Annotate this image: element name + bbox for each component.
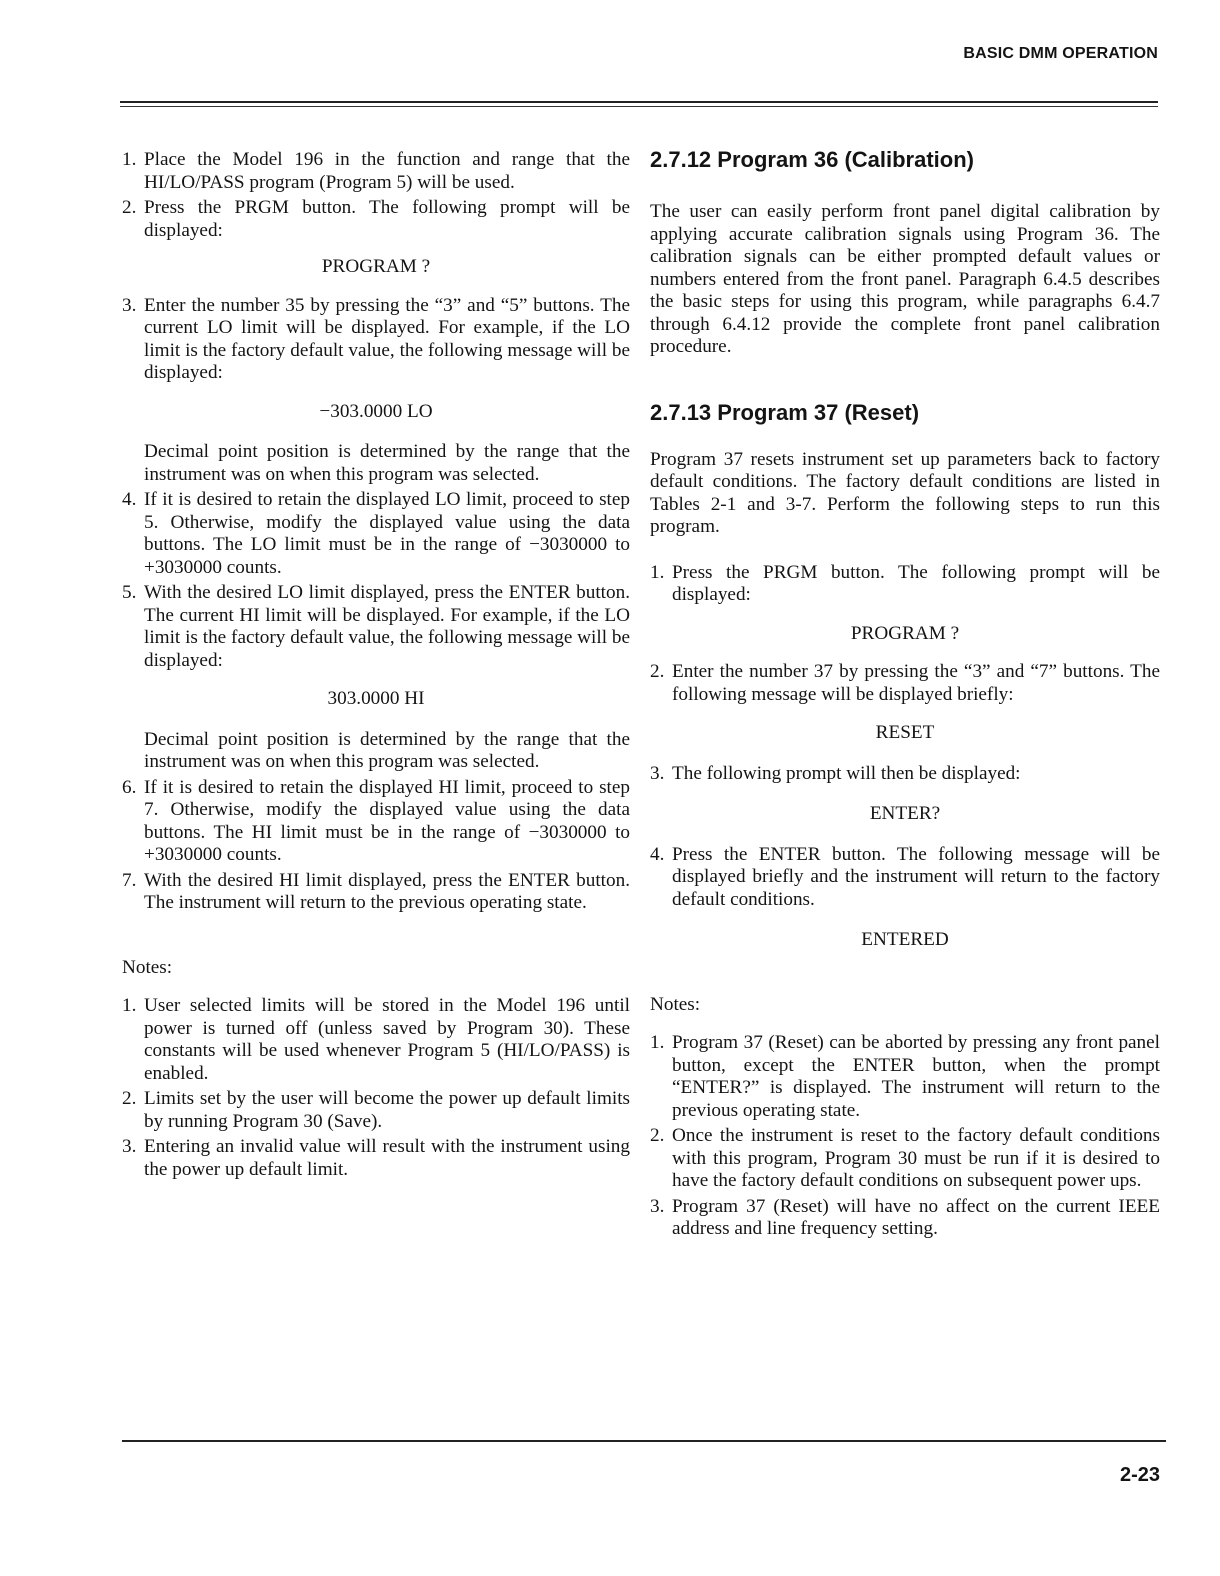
notes-label: Notes: — [122, 956, 173, 978]
list-item — [122, 1088, 630, 1133]
item-number: 2. — [650, 1125, 665, 1146]
item-number: 3. — [650, 1195, 665, 1217]
running-header: BASIC DMM OPERATION — [963, 45, 1158, 62]
item-text: Program 37 (Reset) will have no affect on the current IEEE address and line frequency setting. — [672, 1195, 1160, 1239]
notes-label: Notes: — [650, 993, 701, 1015]
right-steps-d — [650, 844, 1160, 912]
display-hi-limit: 303.0000 HI — [327, 688, 425, 709]
right-steps-a — [650, 562, 1160, 607]
list-item — [650, 562, 1160, 607]
item-text: The following prompt will then be displayed: — [672, 762, 1021, 784]
left-steps-c — [122, 489, 630, 672]
section-heading-program-37: 2.7.13 Program 37 (Reset) — [650, 399, 920, 425]
display-prompt-program: PROGRAM ? — [850, 622, 960, 644]
item-number: 2. — [122, 1088, 137, 1109]
list-item — [122, 149, 630, 194]
list-item — [650, 1125, 1160, 1193]
section-body-program-36: The user can easily perform front panel digital calibration by applying accurate calibration signals using Program 36. The calibration signals can be either prompted default values or numbers entered from the front panel. Paragraph 6.4.5 describes the basic steps for using this program, while paragraphs 6.4.7 through 6.4.12 provide the complete front panel calibration procedure. — [650, 201, 1160, 357]
item-number: 3. — [122, 294, 137, 316]
right-notes — [650, 1032, 1160, 1241]
item-text: Enter the number 35 by pressing the “3” and “5” buttons. The current LO limit will be displayed. For example, if the LO limit is the factory default value, the following message will be displayed: — [144, 294, 630, 383]
list-item — [122, 995, 630, 1085]
item-number: 3. — [650, 762, 665, 784]
list-item — [650, 844, 1160, 912]
item-text: Press the PRGM button. The following prompt will be displayed: — [672, 561, 1160, 605]
item-number: 1. — [650, 1032, 665, 1053]
display-lo-limit: −303.0000 LO — [319, 400, 433, 422]
item-text: Press the ENTER button. The following message will be displayed briefly and the instrument will return to the factory default conditions. — [672, 843, 1160, 910]
list-item — [122, 489, 630, 579]
item-number: 5. — [122, 582, 137, 603]
item-number: 7. — [122, 869, 137, 891]
right-steps-c — [650, 763, 1160, 786]
display-enter-prompt: ENTER? — [869, 803, 941, 824]
item-number: 1. — [122, 149, 137, 170]
list-item — [122, 1136, 630, 1181]
item-text: With the desired HI limit displayed, press the ENTER button. The instrument will return to the previous operating state. — [144, 869, 630, 913]
footer-rule — [122, 1440, 1166, 1442]
display-entered: ENTERED — [861, 929, 949, 950]
item-number: 4. — [650, 843, 665, 865]
section-heading-program-36: 2.7.12 Program 36 (Calibration) — [650, 147, 974, 172]
item-text: User selected limits will be stored in the Model 196 until power is turned off (unless saved by Program 30). These constants will be used whenever Program 5 (HI/LO/PASS) is enabled. — [144, 995, 630, 1084]
list-item — [122, 582, 630, 672]
list-item — [650, 661, 1160, 706]
decimal-note: Decimal point position is determined by the range that the instrument was on when this program was selected. — [144, 728, 630, 772]
item-text: Entering an invalid value will result with the instrument using the power up default limit. — [144, 1136, 630, 1180]
item-number: 1. — [122, 995, 137, 1016]
item-text: Enter the number 37 by pressing the “3” and “7” buttons. The following message will be displayed briefly: — [672, 661, 1160, 705]
item-text: With the desired LO limit displayed, press the ENTER button. The current HI limit will be displayed. For example, if the LO limit is the factory default value, the following message will be displayed: — [144, 582, 630, 671]
list-item — [122, 295, 630, 385]
item-text: Once the instrument is reset to the factory default conditions with this program, Program 30 must be run if it is desired to have the factory default conditions on subsequent power ups. — [672, 1125, 1160, 1191]
item-number: 3. — [122, 1136, 137, 1157]
left-column — [122, 149, 630, 1181]
list-item — [650, 1196, 1160, 1241]
list-item — [122, 870, 630, 915]
item-text: If it is desired to retain the displayed LO limit, proceed to step 5. Otherwise, modify the displayed value using the data buttons. The LO limit must be in the range of −3030000 to +3030000 counts. — [144, 489, 630, 578]
left-steps-d — [122, 777, 630, 915]
item-number: 4. — [122, 489, 137, 510]
right-steps-b — [650, 661, 1160, 706]
header-rule-top — [120, 101, 1158, 103]
page-number: 2-23 — [1119, 1464, 1160, 1486]
display-reset: RESET — [875, 722, 935, 743]
list-item — [122, 777, 630, 867]
item-text: Program 37 (Reset) can be aborted by pressing any front panel button, except the ENTER button, when the prompt “ENTER?” is displayed. The instrument will return to the previous operating state. — [672, 1032, 1160, 1121]
list-item — [650, 763, 1160, 786]
left-steps-a — [122, 149, 630, 242]
item-number: 6. — [122, 776, 137, 798]
display-prompt-program: PROGRAM ? — [321, 256, 431, 277]
item-number: 1. — [650, 561, 665, 583]
item-text: If it is desired to retain the displayed HI limit, proceed to step 7. Otherwise, modify the displayed value using the data buttons. The HI limit must be in the range of −3030000 to +3030000 counts. — [144, 776, 630, 865]
list-item — [122, 197, 630, 242]
right-column — [650, 146, 1160, 1241]
list-item — [650, 1032, 1160, 1122]
section-body-program-37: Program 37 resets instrument set up parameters back to factory default conditions. The factory default conditions are listed in Tables 2-1 and 3-7. Perform the following steps to run this program. — [650, 448, 1160, 537]
left-notes — [122, 995, 630, 1181]
item-number: 2. — [122, 197, 137, 218]
decimal-note: Decimal point position is determined by the range that the instrument was on when this program was selected. — [144, 441, 630, 485]
item-text: Press the PRGM button. The following prompt will be displayed: — [144, 197, 630, 241]
left-steps-b — [122, 295, 630, 385]
item-number: 2. — [650, 661, 665, 682]
item-text: Place the Model 196 in the function and range that the HI/LO/PASS program (Program 5) will be used. — [144, 149, 630, 193]
header-rule-bottom — [120, 106, 1158, 107]
item-text: Limits set by the user will become the power up default limits by running Program 30 (Save). — [144, 1088, 630, 1132]
